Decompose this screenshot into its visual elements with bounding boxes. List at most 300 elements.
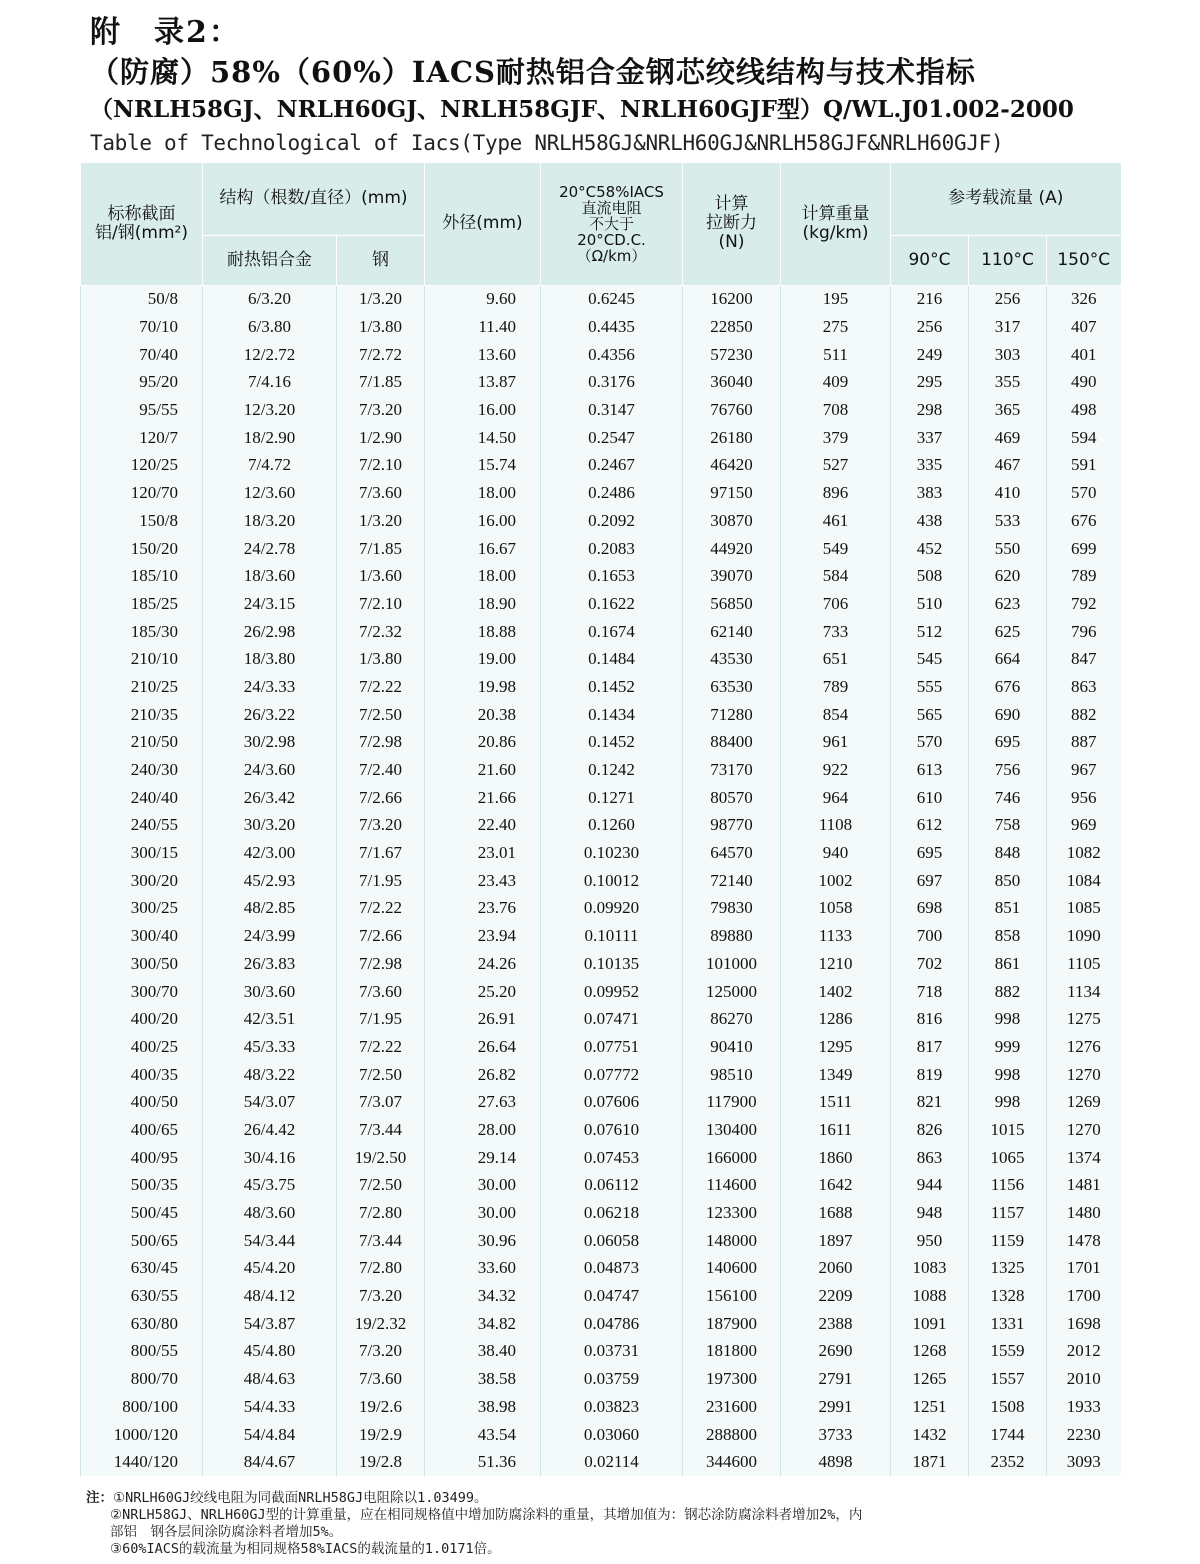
cell-amp-150: 1933: [1047, 1393, 1121, 1421]
cell-amp-90: 698: [891, 895, 969, 923]
cell-resistance: 0.07471: [541, 1005, 683, 1033]
cell-alloy: 30/3.20: [203, 812, 337, 840]
cell-alloy: 18/3.80: [203, 645, 337, 673]
cell-steel: 7/1.85: [337, 369, 425, 397]
cell-alloy: 12/2.72: [203, 341, 337, 369]
cell-amp-90: 863: [891, 1144, 969, 1172]
cell-strength: 166000: [683, 1144, 781, 1172]
table-row: [81, 812, 1121, 840]
cell-diameter: 16.00: [425, 396, 541, 424]
cell-nominal: 630/55: [81, 1282, 203, 1310]
cell-strength: 56850: [683, 590, 781, 618]
cell-diameter: 34.32: [425, 1282, 541, 1310]
cell-alloy: 45/4.80: [203, 1338, 337, 1366]
cell-weight: 195: [781, 285, 891, 313]
cell-amp-150: 1090: [1047, 922, 1121, 950]
cell-nominal: 240/55: [81, 812, 203, 840]
table-row: [81, 950, 1121, 978]
cell-resistance: 0.04747: [541, 1282, 683, 1310]
table-row: [81, 424, 1121, 452]
cell-weight: 1688: [781, 1199, 891, 1227]
cell-diameter: 23.94: [425, 922, 541, 950]
cell-nominal: 400/65: [81, 1116, 203, 1144]
table-row: [81, 756, 1121, 784]
cell-amp-90: 944: [891, 1172, 969, 1200]
cell-alloy: 7/4.16: [203, 369, 337, 397]
cell-alloy: 54/3.07: [203, 1088, 337, 1116]
cell-weight: 379: [781, 424, 891, 452]
cell-diameter: 26.64: [425, 1033, 541, 1061]
cell-steel: 7/2.22: [337, 673, 425, 701]
cell-resistance: 0.2467: [541, 452, 683, 480]
page-subtitle: （NRLH58GJ、NRLH60GJ、NRLH58GJF、NRLH60GJF型）Q/WL.J01.002-2000: [90, 96, 1074, 123]
cell-strength: 231600: [683, 1393, 781, 1421]
cell-weight: 461: [781, 507, 891, 535]
cell-amp-90: 613: [891, 756, 969, 784]
cell-alloy: 24/3.99: [203, 922, 337, 950]
cell-resistance: 0.06218: [541, 1199, 683, 1227]
cell-nominal: 500/45: [81, 1199, 203, 1227]
cell-amp-90: 298: [891, 396, 969, 424]
cell-amp-150: 847: [1047, 645, 1121, 673]
cell-nominal: 210/10: [81, 645, 203, 673]
cell-strength: 117900: [683, 1088, 781, 1116]
cell-nominal: 300/20: [81, 867, 203, 895]
cell-alloy: 18/3.20: [203, 507, 337, 535]
cell-nominal: 300/40: [81, 922, 203, 950]
cell-nominal: 1000/120: [81, 1421, 203, 1449]
note-2-cont: 部铝 钢各层间涂防腐涂料者增加5%。: [110, 1524, 343, 1540]
cell-steel: 19/2.6: [337, 1393, 425, 1421]
cell-resistance: 0.1452: [541, 729, 683, 757]
cell-resistance: 0.10111: [541, 922, 683, 950]
cell-steel: 7/2.72: [337, 341, 425, 369]
table-row: [81, 341, 1121, 369]
cell-resistance: 0.1484: [541, 645, 683, 673]
header-weight: 计算重量 (kg/km): [781, 163, 891, 285]
cell-nominal: 50/8: [81, 285, 203, 313]
cell-diameter: 25.20: [425, 978, 541, 1006]
cell-nominal: 800/70: [81, 1365, 203, 1393]
cell-amp-110: 1557: [969, 1365, 1047, 1393]
table-row: [81, 1088, 1121, 1116]
table-row: [81, 590, 1121, 618]
cell-weight: 2690: [781, 1338, 891, 1366]
cell-diameter: 43.54: [425, 1421, 541, 1449]
cell-weight: 1108: [781, 812, 891, 840]
cell-resistance: 0.3147: [541, 396, 683, 424]
cell-resistance: 0.10230: [541, 839, 683, 867]
cell-amp-150: 792: [1047, 590, 1121, 618]
cell-nominal: 210/25: [81, 673, 203, 701]
cell-resistance: 0.07751: [541, 1033, 683, 1061]
cell-nominal: 95/55: [81, 396, 203, 424]
cell-diameter: 33.60: [425, 1255, 541, 1283]
notes: [86, 1490, 1126, 1558]
cell-amp-110: 620: [969, 562, 1047, 590]
cell-diameter: 13.87: [425, 369, 541, 397]
cell-diameter: 23.43: [425, 867, 541, 895]
cell-amp-90: 695: [891, 839, 969, 867]
cell-resistance: 0.6245: [541, 285, 683, 313]
table-row: [81, 701, 1121, 729]
cell-diameter: 16.00: [425, 507, 541, 535]
cell-strength: 63530: [683, 673, 781, 701]
cell-weight: 2060: [781, 1255, 891, 1283]
cell-nominal: 800/100: [81, 1393, 203, 1421]
cell-amp-90: 1871: [891, 1448, 969, 1476]
cell-amp-150: 969: [1047, 812, 1121, 840]
cell-strength: 57230: [683, 341, 781, 369]
cell-strength: 156100: [683, 1282, 781, 1310]
cell-strength: 114600: [683, 1172, 781, 1200]
table-row: [81, 673, 1121, 701]
cell-amp-90: 555: [891, 673, 969, 701]
cell-diameter: 18.90: [425, 590, 541, 618]
cell-amp-150: 1700: [1047, 1282, 1121, 1310]
table-row: [81, 1448, 1121, 1476]
cell-amp-110: 623: [969, 590, 1047, 618]
cell-amp-110: 998: [969, 1005, 1047, 1033]
cell-alloy: 6/3.80: [203, 313, 337, 341]
cell-amp-90: 256: [891, 313, 969, 341]
cell-nominal: 210/35: [81, 701, 203, 729]
cell-strength: 197300: [683, 1365, 781, 1393]
table-row: [81, 507, 1121, 535]
cell-strength: 62140: [683, 618, 781, 646]
cell-weight: 896: [781, 479, 891, 507]
cell-amp-110: 533: [969, 507, 1047, 535]
cell-steel: 7/2.32: [337, 618, 425, 646]
cell-weight: 1511: [781, 1088, 891, 1116]
cell-strength: 98770: [683, 812, 781, 840]
table-row: [81, 1255, 1121, 1283]
cell-amp-110: 469: [969, 424, 1047, 452]
cell-amp-90: 1265: [891, 1365, 969, 1393]
cell-nominal: 185/10: [81, 562, 203, 590]
cell-amp-90: 545: [891, 645, 969, 673]
table-row: [81, 1421, 1121, 1449]
cell-steel: 7/2.98: [337, 729, 425, 757]
cell-alloy: 54/3.87: [203, 1310, 337, 1338]
table-row: [81, 618, 1121, 646]
cell-amp-150: 407: [1047, 313, 1121, 341]
cell-steel: 1/3.20: [337, 507, 425, 535]
cell-alloy: 54/4.84: [203, 1421, 337, 1449]
cell-amp-150: 1082: [1047, 839, 1121, 867]
cell-amp-90: 821: [891, 1088, 969, 1116]
cell-weight: 1642: [781, 1172, 891, 1200]
cell-amp-150: 594: [1047, 424, 1121, 452]
cell-amp-90: 452: [891, 535, 969, 563]
cell-steel: 7/2.66: [337, 784, 425, 812]
cell-amp-110: 999: [969, 1033, 1047, 1061]
cell-amp-90: 702: [891, 950, 969, 978]
cell-alloy: 45/3.75: [203, 1172, 337, 1200]
cell-diameter: 9.60: [425, 285, 541, 313]
cell-nominal: 150/20: [81, 535, 203, 563]
cell-amp-90: 1091: [891, 1310, 969, 1338]
cell-weight: 1210: [781, 950, 891, 978]
cell-amp-110: 1744: [969, 1421, 1047, 1449]
cell-amp-150: 498: [1047, 396, 1121, 424]
cell-amp-150: 570: [1047, 479, 1121, 507]
cell-amp-110: 746: [969, 784, 1047, 812]
cell-weight: 409: [781, 369, 891, 397]
cell-weight: 1349: [781, 1061, 891, 1089]
cell-nominal: 300/25: [81, 895, 203, 923]
table-row: [81, 1199, 1121, 1227]
cell-nominal: 400/35: [81, 1061, 203, 1089]
cell-steel: 7/3.60: [337, 978, 425, 1006]
cell-alloy: 48/2.85: [203, 895, 337, 923]
cell-steel: 7/2.10: [337, 452, 425, 480]
cell-amp-110: 1325: [969, 1255, 1047, 1283]
cell-amp-110: 1559: [969, 1338, 1047, 1366]
cell-steel: 7/1.67: [337, 839, 425, 867]
cell-weight: 854: [781, 701, 891, 729]
cell-alloy: 48/3.60: [203, 1199, 337, 1227]
header-diameter: 外径(mm): [425, 163, 541, 285]
cell-amp-150: 1374: [1047, 1144, 1121, 1172]
header-temp-150: 150°C: [1047, 235, 1121, 285]
cell-amp-150: 1480: [1047, 1199, 1121, 1227]
table-row: [81, 562, 1121, 590]
cell-strength: 39070: [683, 562, 781, 590]
cell-steel: 7/3.20: [337, 1282, 425, 1310]
cell-alloy: 26/2.98: [203, 618, 337, 646]
cell-amp-150: 699: [1047, 535, 1121, 563]
cell-diameter: 18.00: [425, 562, 541, 590]
table-row: [81, 1061, 1121, 1089]
cell-nominal: 300/15: [81, 839, 203, 867]
cell-strength: 97150: [683, 479, 781, 507]
cell-weight: 706: [781, 590, 891, 618]
cell-strength: 72140: [683, 867, 781, 895]
table-row: [81, 1310, 1121, 1338]
cell-steel: 7/1.85: [337, 535, 425, 563]
cell-alloy: 24/2.78: [203, 535, 337, 563]
table-row: [81, 1393, 1121, 1421]
cell-strength: 288800: [683, 1421, 781, 1449]
cell-amp-110: 355: [969, 369, 1047, 397]
cell-nominal: 240/40: [81, 784, 203, 812]
cell-nominal: 630/80: [81, 1310, 203, 1338]
cell-amp-90: 718: [891, 978, 969, 1006]
cell-weight: 789: [781, 673, 891, 701]
cell-amp-90: 216: [891, 285, 969, 313]
cell-steel: 1/3.60: [337, 562, 425, 590]
cell-steel: 1/3.80: [337, 645, 425, 673]
cell-strength: 90410: [683, 1033, 781, 1061]
cell-nominal: 400/95: [81, 1144, 203, 1172]
table-row: [81, 895, 1121, 923]
cell-alloy: 26/4.42: [203, 1116, 337, 1144]
cell-steel: 7/2.10: [337, 590, 425, 618]
cell-nominal: 120/7: [81, 424, 203, 452]
table-row: [81, 729, 1121, 757]
cell-amp-110: 1156: [969, 1172, 1047, 1200]
cell-strength: 344600: [683, 1448, 781, 1476]
cell-amp-150: 2010: [1047, 1365, 1121, 1393]
cell-amp-90: 610: [891, 784, 969, 812]
cell-diameter: 23.76: [425, 895, 541, 923]
table-row: [81, 922, 1121, 950]
cell-strength: 187900: [683, 1310, 781, 1338]
cell-alloy: 24/3.15: [203, 590, 337, 618]
cell-amp-110: 664: [969, 645, 1047, 673]
cell-diameter: 29.14: [425, 1144, 541, 1172]
cell-weight: 275: [781, 313, 891, 341]
cell-alloy: 42/3.00: [203, 839, 337, 867]
header-ampacity: 参考载流量 (A): [891, 163, 1121, 235]
cell-amp-110: 851: [969, 895, 1047, 923]
cell-diameter: 20.38: [425, 701, 541, 729]
cell-diameter: 34.82: [425, 1310, 541, 1338]
cell-strength: 101000: [683, 950, 781, 978]
cell-resistance: 0.2547: [541, 424, 683, 452]
cell-amp-150: 796: [1047, 618, 1121, 646]
cell-steel: 1/3.20: [337, 285, 425, 313]
cell-weight: 549: [781, 535, 891, 563]
cell-resistance: 0.04873: [541, 1255, 683, 1283]
header-temp-110: 110°C: [969, 235, 1047, 285]
cell-amp-150: 3093: [1047, 1448, 1121, 1476]
cell-amp-150: 1269: [1047, 1088, 1121, 1116]
cell-amp-150: 1105: [1047, 950, 1121, 978]
cell-resistance: 0.10012: [541, 867, 683, 895]
cell-amp-150: 1085: [1047, 895, 1121, 923]
cell-diameter: 30.00: [425, 1199, 541, 1227]
cell-amp-150: 967: [1047, 756, 1121, 784]
cell-nominal: 300/70: [81, 978, 203, 1006]
cell-steel: 7/2.50: [337, 1172, 425, 1200]
cell-amp-110: 365: [969, 396, 1047, 424]
cell-alloy: 24/3.33: [203, 673, 337, 701]
cell-resistance: 0.1260: [541, 812, 683, 840]
cell-amp-110: 1159: [969, 1227, 1047, 1255]
cell-nominal: 400/25: [81, 1033, 203, 1061]
cell-resistance: 0.1271: [541, 784, 683, 812]
cell-amp-110: 690: [969, 701, 1047, 729]
cell-steel: 19/2.50: [337, 1144, 425, 1172]
cell-alloy: 54/3.44: [203, 1227, 337, 1255]
cell-alloy: 30/3.60: [203, 978, 337, 1006]
cell-amp-110: 1508: [969, 1393, 1047, 1421]
cell-strength: 30870: [683, 507, 781, 535]
cell-weight: 922: [781, 756, 891, 784]
cell-resistance: 0.06058: [541, 1227, 683, 1255]
table-row: [81, 645, 1121, 673]
note-3: ③60%IACS的载流量为相同规格58%IACS的载流量的1.0171倍。: [110, 1541, 501, 1557]
cell-resistance: 0.07610: [541, 1116, 683, 1144]
table-row: [81, 535, 1121, 563]
cell-nominal: 800/55: [81, 1338, 203, 1366]
cell-strength: 125000: [683, 978, 781, 1006]
cell-amp-110: 1157: [969, 1199, 1047, 1227]
spec-table-body: [81, 285, 1121, 1476]
cell-strength: 36040: [683, 369, 781, 397]
cell-nominal: 120/25: [81, 452, 203, 480]
cell-weight: 1860: [781, 1144, 891, 1172]
cell-diameter: 28.00: [425, 1116, 541, 1144]
cell-amp-90: 697: [891, 867, 969, 895]
cell-amp-110: 1065: [969, 1144, 1047, 1172]
cell-amp-90: 508: [891, 562, 969, 590]
table-row: [81, 784, 1121, 812]
cell-amp-110: 303: [969, 341, 1047, 369]
cell-alloy: 6/3.20: [203, 285, 337, 313]
cell-steel: 7/2.22: [337, 1033, 425, 1061]
cell-steel: 7/1.95: [337, 867, 425, 895]
cell-amp-110: 410: [969, 479, 1047, 507]
cell-amp-110: 756: [969, 756, 1047, 784]
cell-amp-110: 467: [969, 452, 1047, 480]
page-title: （防腐）58%（60%）IACS耐热铝合金钢芯绞线结构与技术指标: [90, 55, 976, 89]
cell-steel: 7/3.20: [337, 1338, 425, 1366]
cell-resistance: 0.1242: [541, 756, 683, 784]
cell-strength: 46420: [683, 452, 781, 480]
cell-resistance: 0.09952: [541, 978, 683, 1006]
header-temp-90: 90°C: [891, 235, 969, 285]
cell-amp-150: 1478: [1047, 1227, 1121, 1255]
cell-strength: 181800: [683, 1338, 781, 1366]
cell-resistance: 0.1434: [541, 701, 683, 729]
cell-nominal: 120/70: [81, 479, 203, 507]
table-row: [81, 1172, 1121, 1200]
cell-weight: 940: [781, 839, 891, 867]
cell-strength: 22850: [683, 313, 781, 341]
cell-steel: 7/2.50: [337, 1061, 425, 1089]
cell-amp-150: 490: [1047, 369, 1121, 397]
cell-amp-110: 695: [969, 729, 1047, 757]
cell-diameter: 26.82: [425, 1061, 541, 1089]
cell-diameter: 22.40: [425, 812, 541, 840]
cell-alloy: 42/3.51: [203, 1005, 337, 1033]
cell-steel: 19/2.8: [337, 1448, 425, 1476]
cell-amp-110: 1331: [969, 1310, 1047, 1338]
cell-amp-90: 819: [891, 1061, 969, 1089]
cell-resistance: 0.02114: [541, 1448, 683, 1476]
cell-resistance: 0.03823: [541, 1393, 683, 1421]
cell-strength: 88400: [683, 729, 781, 757]
cell-amp-150: 401: [1047, 341, 1121, 369]
cell-nominal: 500/65: [81, 1227, 203, 1255]
cell-nominal: 210/50: [81, 729, 203, 757]
cell-diameter: 30.96: [425, 1227, 541, 1255]
cell-nominal: 400/50: [81, 1088, 203, 1116]
cell-alloy: 30/2.98: [203, 729, 337, 757]
cell-amp-90: 948: [891, 1199, 969, 1227]
cell-weight: 584: [781, 562, 891, 590]
table-row: [81, 1282, 1121, 1310]
cell-strength: 98510: [683, 1061, 781, 1089]
cell-alloy: 26/3.42: [203, 784, 337, 812]
cell-weight: 527: [781, 452, 891, 480]
cell-weight: 708: [781, 396, 891, 424]
cell-weight: 1897: [781, 1227, 891, 1255]
cell-resistance: 0.09920: [541, 895, 683, 923]
cell-strength: 76760: [683, 396, 781, 424]
cell-resistance: 0.04786: [541, 1310, 683, 1338]
cell-weight: 1058: [781, 895, 891, 923]
table-row: [81, 1005, 1121, 1033]
cell-alloy: 84/4.67: [203, 1448, 337, 1476]
header-steel: 钢: [337, 235, 425, 285]
cell-amp-110: 317: [969, 313, 1047, 341]
cell-nominal: 70/40: [81, 341, 203, 369]
cell-amp-90: 1088: [891, 1282, 969, 1310]
